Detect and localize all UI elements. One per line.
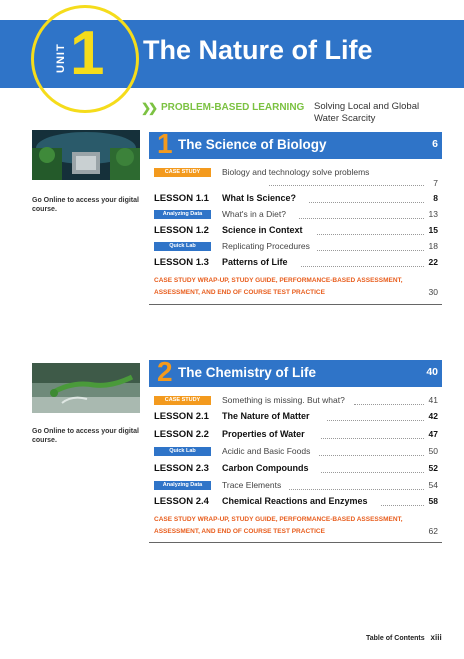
lesson-page: 47 xyxy=(428,429,438,439)
lesson-title: Science in Context xyxy=(222,225,303,235)
activity-title: What's in a Diet? xyxy=(222,209,286,219)
chapter-2-number: 2 xyxy=(157,356,173,387)
wrapup-page: 62 xyxy=(428,526,438,536)
activity-page: 18 xyxy=(428,241,438,251)
analyzing-data-tag: Analyzing Data xyxy=(154,210,211,219)
wrapup-text: CASE STUDY WRAP-UP, STUDY GUIDE, PERFORMANCE-BASED ASSESSMENT, ASSESSMENT, AND END OF COURSE TEST PRACTICE xyxy=(154,277,403,296)
lesson-number: LESSON 2.2 xyxy=(154,429,209,440)
chapter-1-header[interactable] xyxy=(149,128,442,159)
lesson-title: Carbon Compounds xyxy=(222,463,309,473)
activity-page: 54 xyxy=(428,480,438,490)
lesson-number: LESSON 1.3 xyxy=(154,257,209,268)
analyzing-data-tag: Analyzing Data xyxy=(154,481,211,490)
lesson-page: 42 xyxy=(428,411,438,421)
unit-label: UNIT xyxy=(55,43,67,73)
activity-page: 13 xyxy=(428,209,438,219)
footer-label: Table of Contents xyxy=(366,635,425,642)
case-study-tag: CASE STUDY xyxy=(154,396,211,405)
lesson-number: LESSON 2.1 xyxy=(154,411,209,422)
lesson-title: The Nature of Matter xyxy=(222,411,310,421)
case-study-text: Something is missing. But what? xyxy=(222,395,345,405)
chapter-1-title: The Science of Biology xyxy=(178,137,327,152)
lesson-page: 52 xyxy=(428,463,438,473)
lesson-page: 58 xyxy=(428,496,438,506)
page-footer xyxy=(366,633,442,642)
activity-title: Trace Elements xyxy=(222,480,282,490)
chapter-2-page: 40 xyxy=(426,366,438,378)
chevron-right-icon: ❯❯ xyxy=(141,101,156,115)
case-study-text: Biology and technology solve problems xyxy=(222,167,370,177)
quick-lab-tag: Quick Lab xyxy=(154,242,211,251)
case-study-page: 7 xyxy=(433,178,438,188)
chapter-2-contents xyxy=(149,391,442,543)
activity-page: 50 xyxy=(428,446,438,456)
lesson-number: LESSON 1.1 xyxy=(154,193,209,204)
lesson-page: 22 xyxy=(428,257,438,267)
wrapup-text: CASE STUDY WRAP-UP, STUDY GUIDE, PERFORMANCE-BASED ASSESSMENT, ASSESSMENT, AND END OF COURSE TEST PRACTICE xyxy=(154,516,403,535)
lesson-number: LESSON 2.3 xyxy=(154,463,209,474)
lesson-page: 15 xyxy=(428,225,438,235)
chapter-1-photo xyxy=(32,130,140,180)
chapter-2-title: The Chemistry of Life xyxy=(178,365,317,380)
pbl-label: PROBLEM-BASED LEARNING xyxy=(161,102,305,113)
footer-page-number: xiii xyxy=(430,633,442,642)
lesson-number: LESSON 1.2 xyxy=(154,225,209,236)
case-study-tag: CASE STUDY xyxy=(154,168,211,177)
wrapup-page: 30 xyxy=(428,287,438,297)
chapter-1-page: 6 xyxy=(432,138,438,150)
lesson-title: Chemical Reactions and Enzymes xyxy=(222,496,368,506)
chapter-2-photo xyxy=(32,363,140,413)
quick-lab-tag: Quick Lab xyxy=(154,447,211,456)
lesson-page: 8 xyxy=(433,193,438,203)
chapter-1-online-note[interactable]: Go Online to access your digital course. xyxy=(32,197,139,213)
lesson-title: Patterns of Life xyxy=(222,257,288,267)
pbl-description: Solving Local and Global Water Scarcity xyxy=(314,101,420,124)
unit-number: 1 xyxy=(70,19,105,88)
chapter-2-online-note[interactable]: Go Online to access your digital course. xyxy=(32,428,139,444)
unit-title: The Nature of Life xyxy=(143,35,373,65)
chapter-1-number: 1 xyxy=(157,128,173,159)
case-study-page: 41 xyxy=(428,395,438,405)
activity-title: Acidic and Basic Foods xyxy=(222,446,311,456)
chapter-2-header[interactable] xyxy=(149,356,442,387)
lesson-title: What Is Science? xyxy=(222,193,297,203)
chapter-1-contents xyxy=(149,163,442,305)
lesson-number: LESSON 2.4 xyxy=(154,496,209,507)
lesson-title: Properties of Water xyxy=(222,429,305,439)
activity-title: Replicating Procedures xyxy=(222,241,310,251)
